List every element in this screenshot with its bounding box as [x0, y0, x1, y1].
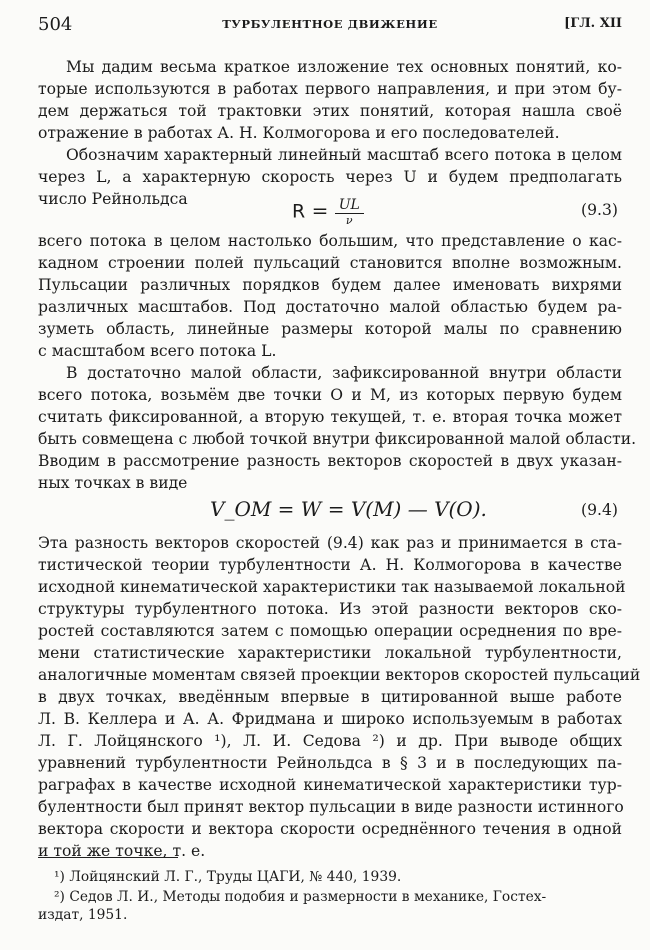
text-line: булентности был принят вектор пульсации в виде разности истинного — [38, 798, 624, 816]
equation-9-4 — [38, 497, 622, 527]
text-line: отражение в работах А. Н. Колмогорова и его последователей. — [38, 124, 560, 142]
footnote-marker: ¹) — [54, 869, 65, 885]
text-line: Эта разность векторов скоростей (9.4) как раз и принимается в ста- — [38, 534, 622, 552]
running-header — [38, 14, 622, 38]
fraction-numerator: UL — [335, 197, 364, 214]
text-line: с масштабом всего потока L. — [38, 342, 277, 360]
text-line: Пульсации различных порядков будем далее именовать вихрями — [38, 276, 622, 294]
text-line: считать фиксированной, а вторую текущей, т. е. вторая точка может — [38, 408, 622, 426]
text-line: Вводим в рассмотрение разность векторов скоростей в двух указан- — [38, 452, 622, 470]
text-line: через L, а характерную скорость через U и будем предполагать — [38, 168, 622, 186]
footnote-text: Лойцянский Л. Г., Труды ЦАГИ, № 440, 1939. — [69, 869, 402, 885]
text-line: торые используются в работах первого направления, и при этом бу- — [38, 80, 622, 98]
equation-number: (9.4) — [581, 501, 618, 519]
fraction — [335, 197, 364, 227]
text-line: ростей составляются затем с помощью операции осреднения по вре- — [38, 622, 622, 640]
text-line: быть совмещена с любой точкой внутри фиксированной малой области. — [38, 430, 637, 448]
text-line: Л. В. Келлера и А. А. Фридмана и широко используемым в работах — [38, 710, 622, 728]
text-line: и той же точке, т. е. — [38, 842, 206, 860]
text-line: вектора скорости и вектора скорости осреднённого течения в одной — [38, 820, 622, 838]
page-number: 504 — [38, 14, 73, 35]
eq-lhs: R — [292, 200, 306, 223]
footnote-2-continued: издат, 1951. — [38, 907, 128, 923]
text-line: кадном строении полей пульсаций становится вполне возможным. — [38, 254, 622, 272]
text-line: Л. Г. Лойцянского ¹), Л. И. Седова ²) и др. При выводе общих — [38, 732, 622, 750]
text-line: Обозначим характерный линейный масштаб всего потока в целом — [66, 146, 622, 164]
text-line: ных точках в виде — [38, 474, 188, 492]
text-line: уравнений турбулентности Рейнольдса в § 3 и в последующих па- — [38, 754, 622, 772]
running-title: ТУРБУЛЕНТНОЕ ДВИЖЕНИЕ — [222, 17, 438, 31]
text-line: в двух точках, введённым впервые в цитированной выше работе — [38, 688, 622, 706]
text-line: тистической теории турбулентности А. Н. Колмогорова в качестве — [38, 556, 622, 574]
text-line: всего потока, возьмём две точки O и M, из которых первую будем — [38, 386, 622, 404]
footnote-text: Седов Л. И., Методы подобия и размерности в механике, Гостех- — [69, 889, 547, 905]
footnote-2 — [54, 888, 622, 906]
equation-9-3 — [38, 197, 622, 227]
text-line: аналогичные моментам связей проекции векторов скоростей пульсаций — [38, 666, 641, 684]
text-line: всего потока в целом настолько большим, что представление о кас- — [38, 232, 622, 250]
text-line: число Рейнольдса — [38, 190, 188, 208]
text-line: дем держаться той трактовки этих понятий, которая нашла своё — [38, 102, 622, 120]
text-line: Мы дадим весьма краткое изложение тех основных понятий, ко- — [66, 58, 622, 76]
text-line: структуры турбулентного потока. Из этой разности векторов ско- — [38, 600, 622, 618]
text-line: различных масштабов. Под достаточно малой областью будем ра- — [38, 298, 622, 316]
footnote-1 — [54, 868, 622, 886]
text-line: исходной кинематической характеристики так называемой локальной — [38, 578, 626, 596]
equation-number: (9.3) — [581, 201, 618, 219]
text-line: зуметь область, линейные размеры которой малы по сравнению — [38, 320, 622, 338]
footnote-rule — [38, 857, 178, 858]
text-line: мени статистические характеристики локальной турбулентности, — [38, 644, 622, 662]
footnote-marker: ²) — [54, 889, 65, 905]
text-line: В достаточно малой области, зафиксированной внутри области — [66, 364, 622, 382]
fraction-denominator: ν — [345, 214, 353, 227]
eq-equals: = — [311, 198, 329, 223]
chapter-label: [ГЛ. XII — [564, 16, 622, 31]
equation-body: V_OM = W = V(M) — V(O). — [210, 497, 487, 521]
text-line: раграфах в качестве исходной кинематической характеристики тур- — [38, 776, 622, 794]
